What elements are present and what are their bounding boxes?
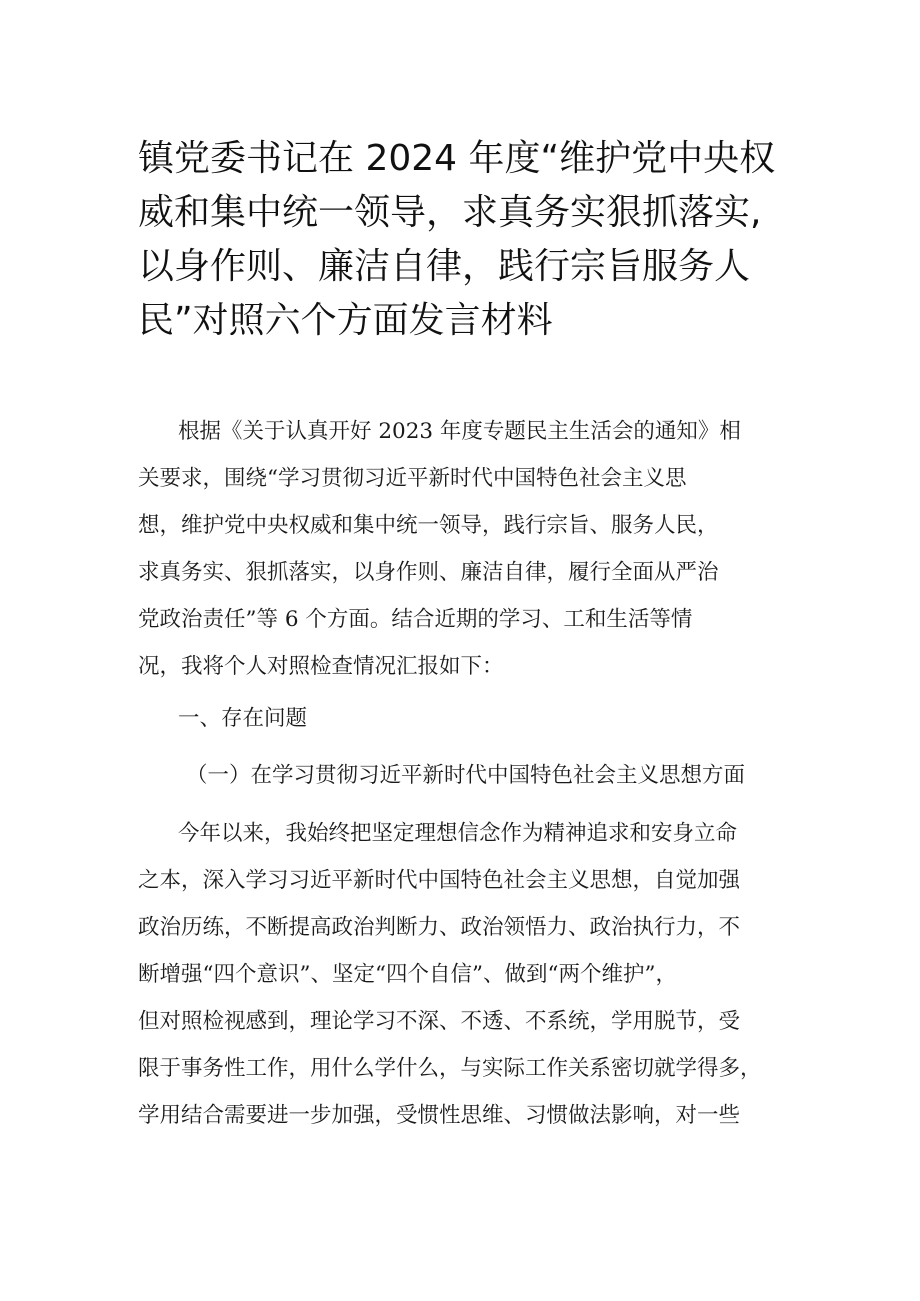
intro-paragraph xyxy=(138,408,798,690)
paragraph-line: 今年以来，我始终把坚定理想信念作为精神追求和安身立命 xyxy=(178,821,738,846)
paragraph-line: 学用结合需要进一步加强，受惯性思维、习惯做法影响，对一些 xyxy=(138,1103,741,1128)
paragraph-line: 政治历练，不断提高政治判断力、政治领悟力、政治执行力，不 xyxy=(138,915,741,940)
title-line: 镇党委书记在 2024 年度“维护党中央权 xyxy=(138,138,776,179)
title-line: 以身作则、廉洁自律，践行宗旨服务人 xyxy=(138,246,751,287)
intro-line: 根据《关于认真开好 2023 年度专题民主生活会的通知》相 xyxy=(178,419,741,444)
paragraph-line: 之本，深入学习习近平新时代中国特色社会主义思想，自觉加强 xyxy=(138,868,741,893)
paragraph-line: 断增强“四个意识”、坚定“四个自信”、做到“两个维护”， xyxy=(138,962,677,987)
document-title xyxy=(138,132,798,348)
paragraph-line: 但对照检视感到，理论学习不深、不透、不系统，学用脱节，受 xyxy=(138,1009,741,1034)
document-body xyxy=(138,408,798,1139)
section-heading: 一、存在问题 xyxy=(178,706,308,731)
intro-line: 关要求，围绕“学习贯彻习近平新时代中国特色社会主义思 xyxy=(138,466,687,491)
intro-line: 党政治责任”等 6 个方面。结合近期的学习、工和生活等情 xyxy=(138,607,693,632)
title-line: 威和集中统一领导，求真务实狠抓落实, xyxy=(138,192,762,233)
intro-line: 求真务实、狠抓落实，以身作则、廉洁自律，履行全面从严治 xyxy=(138,560,719,585)
intro-line: 想，维护党中央权威和集中统一领导，践行宗旨、服务人民， xyxy=(138,513,719,538)
paragraph-line: 限于事务性工作，用什么学什么，与实际工作关系密切就学得多， xyxy=(138,1056,762,1081)
body-paragraph xyxy=(138,810,798,1139)
title-line: 民”对照六个方面发言材料 xyxy=(138,300,553,341)
intro-line: 况，我将个人对照检查情况汇报如下： xyxy=(138,654,504,679)
subsection-heading: （一）在学习贯彻习近平新时代中国特色社会主义思想方面 xyxy=(186,763,746,788)
